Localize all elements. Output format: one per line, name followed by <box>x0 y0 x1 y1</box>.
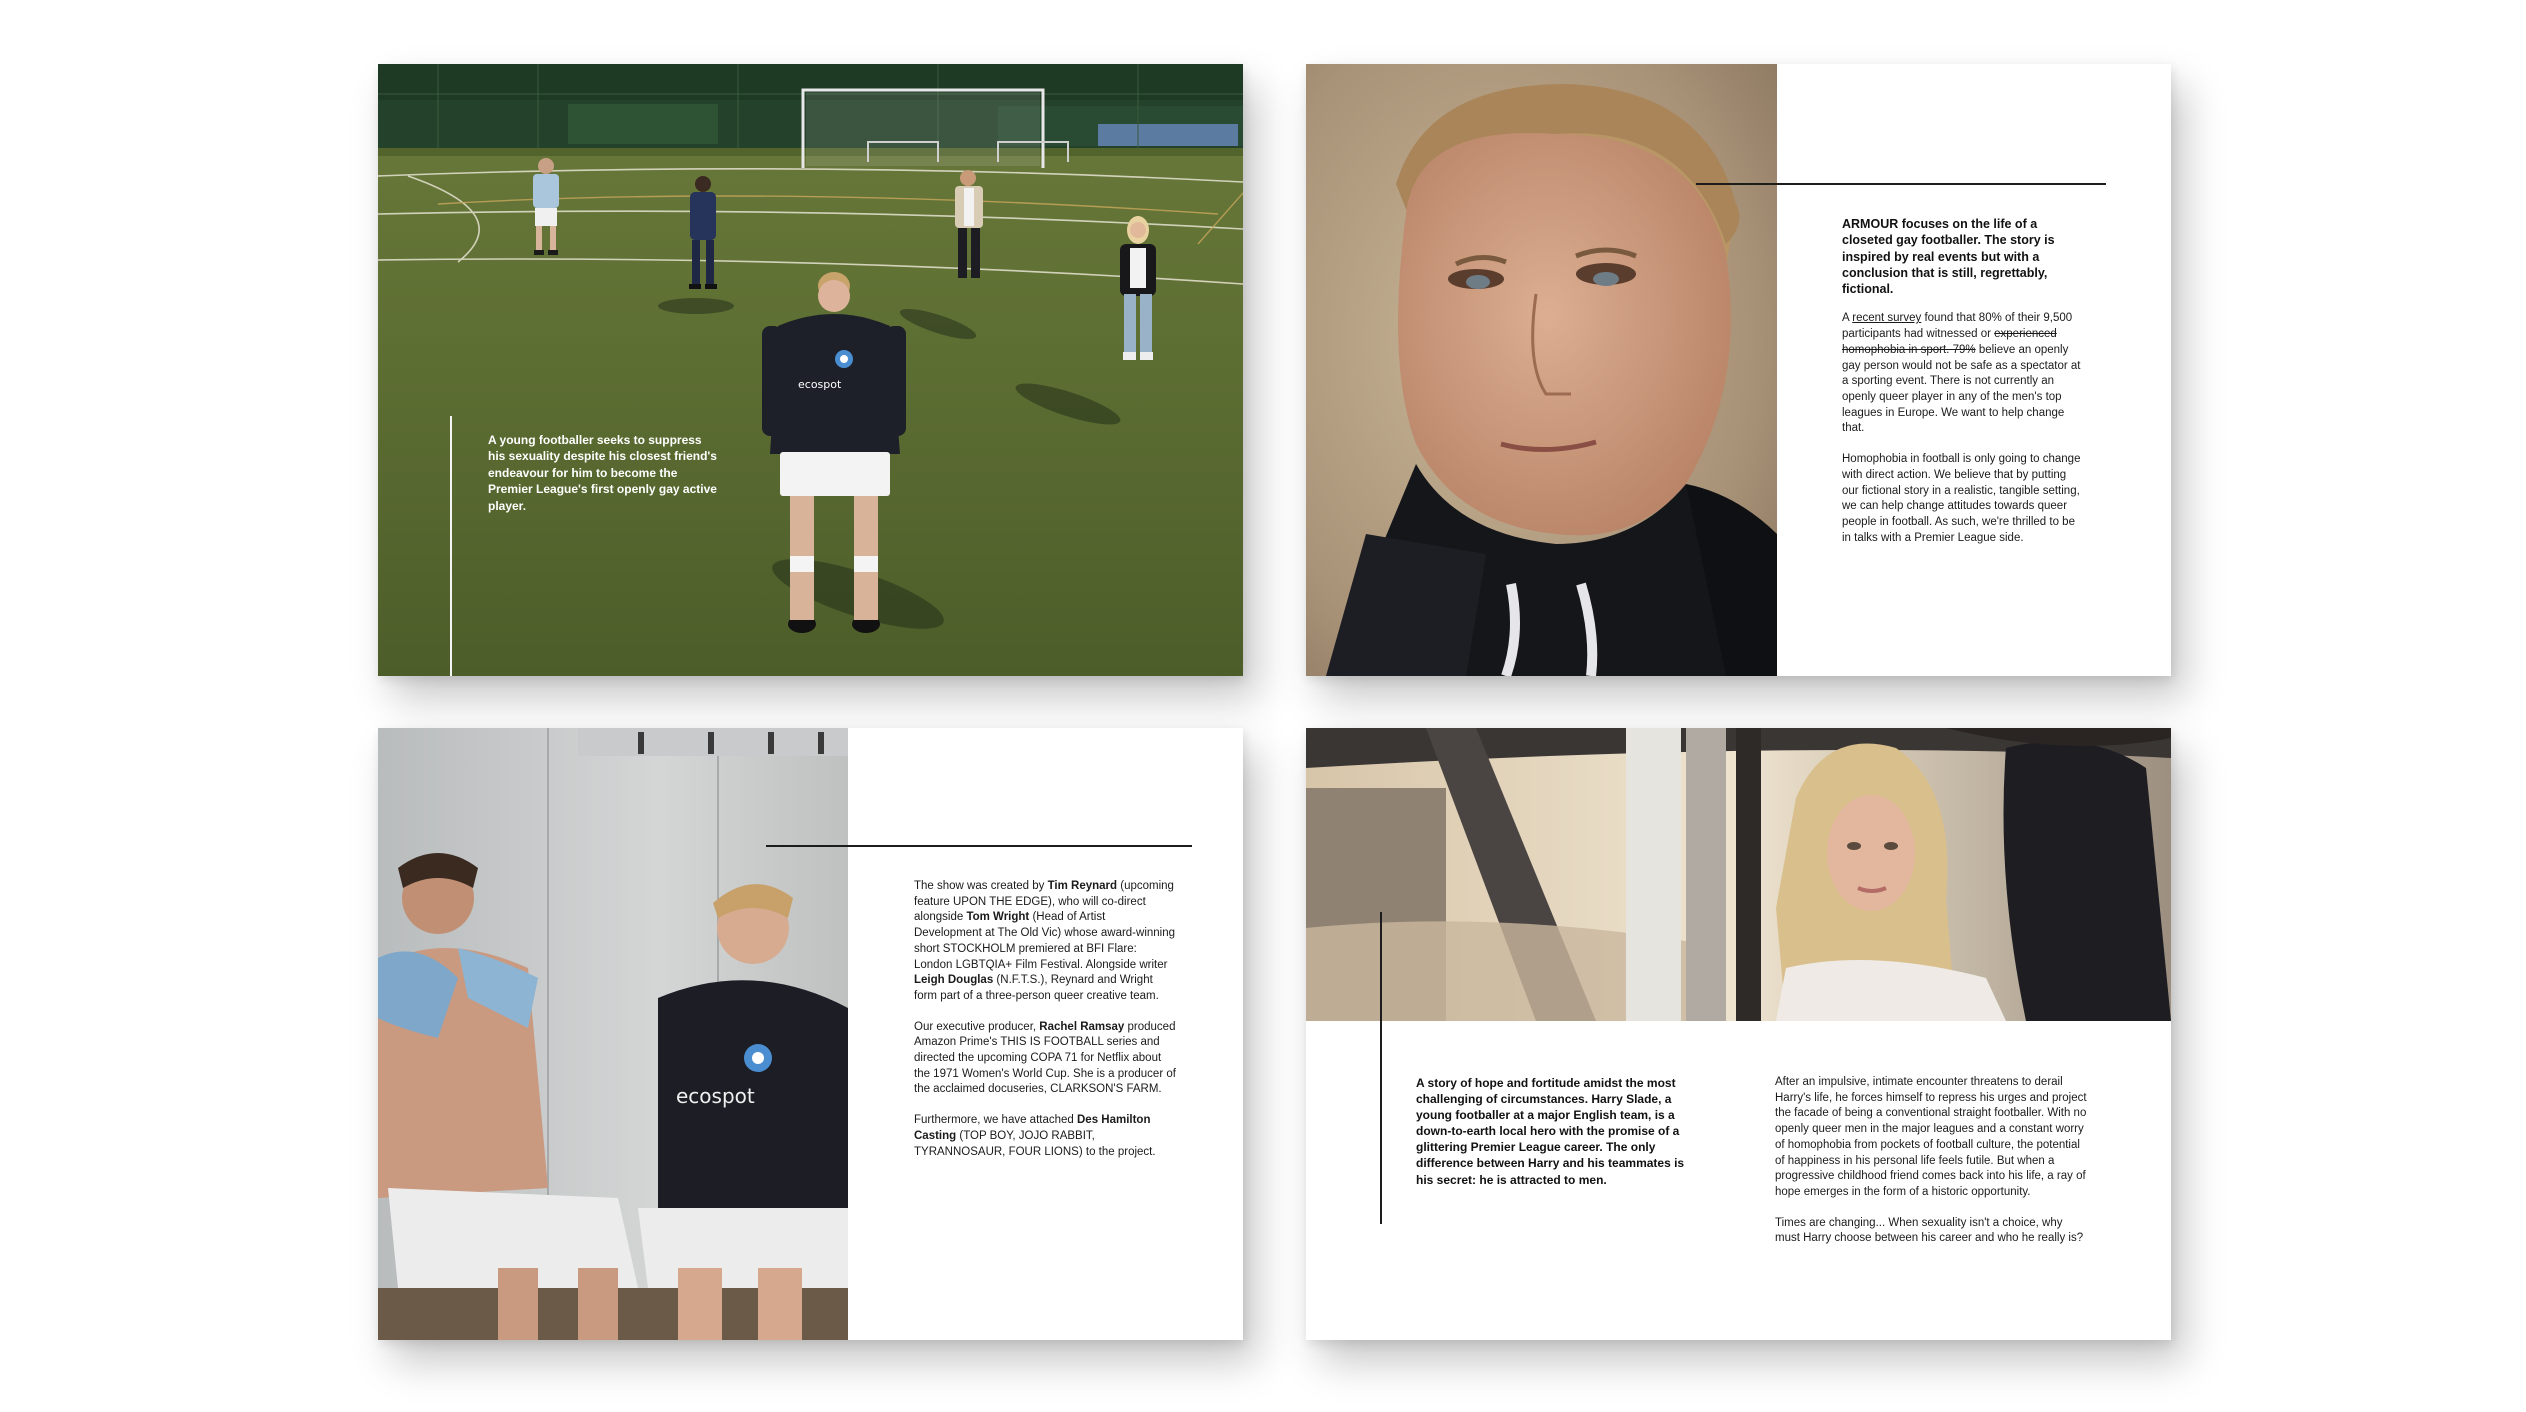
car-photo <box>1306 728 2171 1021</box>
spread-page-creative-team <box>378 728 1243 1340</box>
survey-text-middle: found that 80% of their 9,500 participants had witnessed or <box>1842 312 2073 341</box>
creator-text-2: (upcoming feature UPON THE EDGE), who will co-direct alongside <box>914 880 1174 924</box>
synopsis-vertical-rule <box>1380 912 1382 1224</box>
hoodie-brand-text: ecospot <box>798 378 842 391</box>
survey-text-struck: experienced homophobia in sport. 79% <box>1842 328 2057 356</box>
recent-survey-link[interactable]: recent survey <box>1852 312 1922 325</box>
synopsis-lead: A story of hope and fortitude amidst the most challenging of circumstances. Harry Slade, a young footballer at a major English team, is a down-to-earth local hero with the promise of a glittering Premier League career. The only difference between Harry and his teammates is his secret: he is attracted to men. <box>1416 1076 1685 1187</box>
header-rule-2 <box>766 845 1192 847</box>
producer-name: Rachel Ramsay <box>1039 1020 1125 1033</box>
survey-text-end: believe an openly gay person would not be safe as a spectator at a sporting event. There is not currently an openly queer player in any of the men's top leagues in Europe. We want to help change that. <box>1842 343 2081 435</box>
codirector-name: Tom Wright <box>966 911 1030 924</box>
pitch-caption: A young footballer seeks to suppress his sexuality despite his closest friend's endeavour for him to become the Premier League's first openly gay active player. <box>488 433 717 513</box>
hoodie-brand-text-2: ecospot <box>676 1084 755 1108</box>
creator-text-3: (Head of Artist Development at The Old Vic) whose award-winning short STOCKHOLM premiered at BFI Flare: London LGBTQIA+ Film Festival. Alongside writer <box>914 911 1176 971</box>
creator-text-1: The show was created by <box>914 880 1048 892</box>
casting-paragraph <box>914 1113 1176 1160</box>
intro-text-block <box>1842 216 2082 561</box>
casting-text-2: (TOP BOY, JOJO RABBIT, TYRANNOSAUR, FOUR LIONS) to the project. <box>914 1129 1156 1158</box>
survey-paragraph <box>1842 311 2082 437</box>
changing-room-photo <box>378 728 848 1340</box>
survey-text-start: A <box>1842 312 1853 325</box>
synopsis-paragraph: After an impulsive, intimate encounter threatens to derail Harry's life, he forces himself to repress his urges and project the facade of being a conventional straight footballer. With no openly queer men in the major leagues and a constant worry of homophobia from pockets of football culture, the potential of happiness in his personal life feels futile. But when a progressive childhood friend comes back into his life, a ray of hope emerges in the form of a historic opportunity. <box>1775 1076 2087 1198</box>
casting-text-1: Furthermore, we have attached <box>914 1114 1077 1127</box>
casting-name: Des Hamilton Casting <box>914 1114 1151 1142</box>
producer-text-1: Our executive producer, <box>914 1020 1040 1033</box>
synopsis-text-block <box>1775 1075 2087 1262</box>
writer-name: Leigh Douglas <box>914 974 994 987</box>
spread-page-pitch <box>378 64 1243 676</box>
creator-name: Tim Reynard <box>1047 880 1118 892</box>
credits-text-block <box>914 879 1176 1175</box>
creator-paragraph <box>914 879 1176 1005</box>
spread-page-synopsis <box>1306 728 2171 1340</box>
intro-lead: ARMOUR focuses on the life of a closeted gay footballer. The story is inspired by real events but with a conclusion that is still, regrettably, fictional. <box>1842 217 2055 297</box>
spread-page-armour-intro <box>1306 64 2171 676</box>
closing-question: Times are changing... When sexuality isn't a choice, why must Harry choose between his career and who he really is? <box>1775 1216 2084 1245</box>
producer-paragraph <box>914 1020 1176 1099</box>
pitch-photo <box>378 64 1243 676</box>
producer-text-2: produced Amazon Prime's THIS IS FOOTBALL series and directed the upcoming COPA 71 for Netflix about the 1971 Women's World Cup. She is a producer of the acclaimed docuseries, CLARKSON'S FARM. <box>914 1020 1176 1096</box>
caption-vertical-rule <box>450 416 452 676</box>
portrait-photo <box>1306 64 1777 676</box>
header-rule <box>1696 183 2106 185</box>
homophobia-paragraph: Homophobia in football is only going to change with direct action. We believe that by putting our fictional story in a realistic, tangible setting, we can help change attitudes towards queer people in football. As such, we're thrilled to be in talks with a Premier League side. <box>1842 453 2081 544</box>
creator-text-4: (N.F.T.S.), Reynard and Wright form part of a three-person queer creative team. <box>914 974 1159 1002</box>
